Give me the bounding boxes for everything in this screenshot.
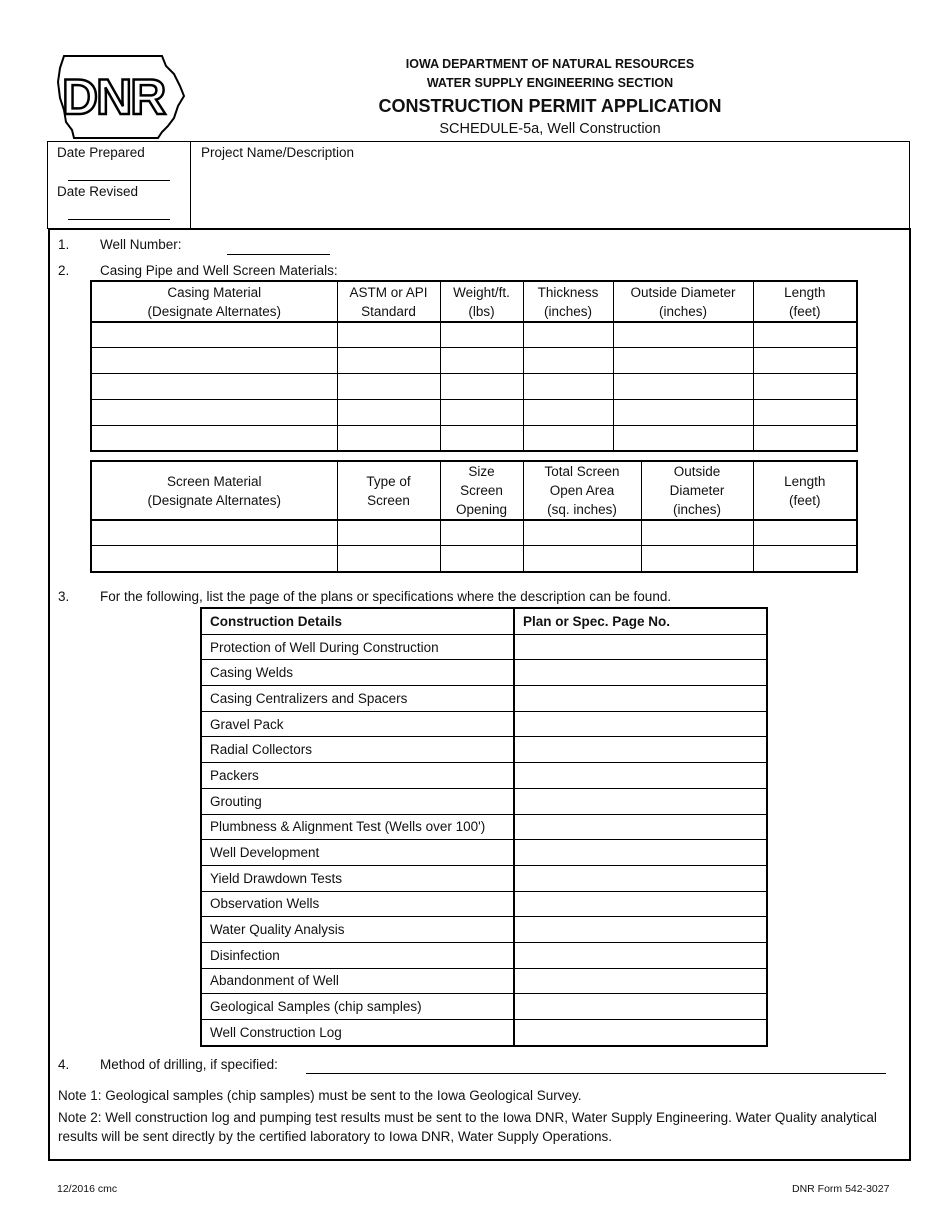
screen-header-row	[91, 461, 857, 520]
screen-col-open-area: Total Screen Open Area (sq. inches)	[523, 461, 641, 520]
screen-cell[interactable]	[440, 546, 523, 572]
logo-text: DNR	[62, 69, 165, 125]
screen-col-length: Length (feet)	[753, 461, 857, 520]
details-row	[201, 634, 767, 660]
details-row	[201, 891, 767, 917]
q2-label: Casing Pipe and Well Screen Materials:	[100, 263, 338, 278]
screen-col-outside-diameter: Outside Diameter (inches)	[641, 461, 753, 520]
details-row	[201, 840, 767, 866]
casing-row	[91, 348, 857, 374]
casing-table	[90, 280, 858, 452]
details-item-label: Plumbness & Alignment Test (Wells over 100')	[201, 814, 514, 840]
date-prepared-field[interactable]	[68, 180, 170, 181]
details-page-field[interactable]	[514, 737, 767, 763]
casing-cell[interactable]	[613, 322, 753, 348]
casing-cell[interactable]	[337, 399, 440, 425]
casing-col-astm: ASTM or API Standard	[337, 281, 440, 322]
info-box	[47, 141, 910, 229]
casing-row	[91, 322, 857, 348]
date-prepared-label: Date Prepared	[57, 145, 145, 160]
form-title: CONSTRUCTION PERMIT APPLICATION	[378, 96, 722, 116]
q4-number: 4.	[58, 1057, 70, 1072]
details-row	[201, 865, 767, 891]
well-number-field[interactable]	[227, 254, 330, 255]
details-col-page-no: Plan or Spec. Page No.	[514, 608, 767, 634]
details-page-field[interactable]	[514, 814, 767, 840]
details-page-field[interactable]	[514, 968, 767, 994]
details-page-field[interactable]	[514, 840, 767, 866]
q2-number: 2.	[58, 263, 70, 278]
casing-cell[interactable]	[440, 399, 523, 425]
details-item-label: Casing Centralizers and Spacers	[201, 686, 514, 712]
details-row	[201, 814, 767, 840]
casing-cell[interactable]	[91, 348, 337, 374]
iowa-dnr-logo	[54, 52, 186, 142]
note-2: Note 2: Well construction log and pumping test results must be sent to the Iowa DNR, Water Supply Engineering. Water Quality analytical results will be sent directly by the certified laboratory to Iowa DNR, Water Supply Operations.	[58, 1110, 877, 1144]
screen-cell[interactable]	[753, 546, 857, 572]
project-label: Project Name/Description	[201, 145, 355, 160]
details-page-field[interactable]	[514, 1020, 767, 1046]
casing-cell[interactable]	[523, 399, 613, 425]
casing-cell[interactable]	[337, 322, 440, 348]
casing-cell[interactable]	[523, 374, 613, 400]
details-row	[201, 788, 767, 814]
casing-cell[interactable]	[613, 374, 753, 400]
casing-row	[91, 425, 857, 451]
details-row	[201, 711, 767, 737]
details-row	[201, 737, 767, 763]
casing-cell[interactable]	[440, 425, 523, 451]
details-item-label: Observation Wells	[201, 891, 514, 917]
info-divider	[190, 142, 191, 228]
screen-cell[interactable]	[641, 546, 753, 572]
details-row	[201, 942, 767, 968]
casing-cell[interactable]	[523, 348, 613, 374]
casing-col-length: Length (feet)	[753, 281, 857, 322]
screen-cell[interactable]	[523, 546, 641, 572]
casing-cell[interactable]	[440, 348, 523, 374]
details-item-label: Disinfection	[201, 942, 514, 968]
details-page-field[interactable]	[514, 942, 767, 968]
details-page-field[interactable]	[514, 891, 767, 917]
details-page-field[interactable]	[514, 711, 767, 737]
project-field[interactable]	[192, 164, 908, 226]
screen-col-size-opening: Size Screen Opening	[440, 461, 523, 520]
casing-col-thickness: Thickness (inches)	[523, 281, 613, 322]
details-page-field[interactable]	[514, 917, 767, 943]
details-page-field[interactable]	[514, 788, 767, 814]
casing-cell[interactable]	[440, 322, 523, 348]
footer-form-number: DNR Form 542-3027	[792, 1183, 890, 1195]
screen-cell[interactable]	[337, 520, 440, 546]
casing-cell[interactable]	[613, 425, 753, 451]
screen-row	[91, 520, 857, 546]
details-item-label: Gravel Pack	[201, 711, 514, 737]
screen-cell[interactable]	[91, 520, 337, 546]
details-item-label: Water Quality Analysis	[201, 917, 514, 943]
details-page-field[interactable]	[514, 686, 767, 712]
casing-col-weight: Weight/ft. (lbs)	[440, 281, 523, 322]
details-item-label: Geological Samples (chip samples)	[201, 994, 514, 1020]
details-header-row	[201, 608, 767, 634]
date-revised-field[interactable]	[68, 219, 170, 220]
q4-label: Method of drilling, if specified:	[100, 1057, 278, 1072]
screen-row	[91, 546, 857, 572]
note-1: Note 1: Geological samples (chip samples) must be sent to the Iowa Geological Survey.	[58, 1088, 582, 1103]
details-item-label: Radial Collectors	[201, 737, 514, 763]
q1-number: 1.	[58, 237, 70, 252]
section-name: WATER SUPPLY ENGINEERING SECTION	[426, 76, 674, 90]
casing-cell[interactable]	[91, 425, 337, 451]
casing-row	[91, 374, 857, 400]
casing-cell[interactable]	[440, 374, 523, 400]
details-row	[201, 994, 767, 1020]
casing-cell[interactable]	[753, 348, 857, 374]
drilling-method-field[interactable]	[306, 1073, 886, 1074]
details-row	[201, 1020, 767, 1046]
details-row	[201, 968, 767, 994]
details-page-field[interactable]	[514, 660, 767, 686]
casing-row	[91, 399, 857, 425]
casing-cell[interactable]	[613, 348, 753, 374]
casing-col-outside-diameter: Outside Diameter (inches)	[613, 281, 753, 322]
details-page-field[interactable]	[514, 763, 767, 789]
details-page-field[interactable]	[514, 865, 767, 891]
agency-name: IOWA DEPARTMENT OF NATURAL RESOURCES	[405, 57, 695, 71]
casing-cell[interactable]	[753, 374, 857, 400]
details-row	[201, 917, 767, 943]
details-item-label: Packers	[201, 763, 514, 789]
details-col-construction: Construction Details	[201, 608, 514, 634]
casing-cell[interactable]	[91, 374, 337, 400]
casing-cell[interactable]	[91, 399, 337, 425]
casing-cell[interactable]	[613, 399, 753, 425]
casing-cell[interactable]	[753, 425, 857, 451]
screen-col-type: Type of Screen	[337, 461, 440, 520]
casing-cell[interactable]	[523, 322, 613, 348]
screen-col-material: Screen Material (Designate Alternates)	[91, 461, 337, 520]
casing-cell[interactable]	[753, 322, 857, 348]
casing-cell[interactable]	[523, 425, 613, 451]
footer-date: 12/2016 cmc	[57, 1183, 118, 1195]
details-item-label: Yield Drawdown Tests	[201, 865, 514, 891]
screen-cell[interactable]	[753, 520, 857, 546]
screen-cell[interactable]	[337, 546, 440, 572]
screen-table	[90, 460, 858, 573]
details-row	[201, 660, 767, 686]
casing-cell[interactable]	[337, 425, 440, 451]
details-item-label: Protection of Well During Construction	[201, 634, 514, 660]
details-item-label: Well Construction Log	[201, 1020, 514, 1046]
casing-header-row	[91, 281, 857, 322]
screen-cell[interactable]	[641, 520, 753, 546]
q3-number: 3.	[58, 589, 70, 604]
construction-details-table	[200, 607, 768, 1047]
casing-cell[interactable]	[91, 322, 337, 348]
details-row	[201, 686, 767, 712]
casing-col-material: Casing Material (Designate Alternates)	[91, 281, 337, 322]
form-subtitle: SCHEDULE-5a, Well Construction	[439, 121, 661, 137]
casing-cell[interactable]	[337, 374, 440, 400]
details-item-label: Casing Welds	[201, 660, 514, 686]
details-item-label: Abandonment of Well	[201, 968, 514, 994]
details-item-label: Grouting	[201, 788, 514, 814]
details-item-label: Well Development	[201, 840, 514, 866]
details-row	[201, 763, 767, 789]
casing-cell[interactable]	[337, 348, 440, 374]
screen-cell[interactable]	[440, 520, 523, 546]
casing-cell[interactable]	[753, 399, 857, 425]
details-page-field[interactable]	[514, 634, 767, 660]
screen-cell[interactable]	[91, 546, 337, 572]
q3-label: For the following, list the page of the plans or specifications where the description can be found.	[100, 589, 672, 604]
screen-cell[interactable]	[523, 520, 641, 546]
details-page-field[interactable]	[514, 994, 767, 1020]
q1-label: Well Number:	[100, 237, 182, 252]
date-revised-label: Date Revised	[57, 184, 139, 199]
